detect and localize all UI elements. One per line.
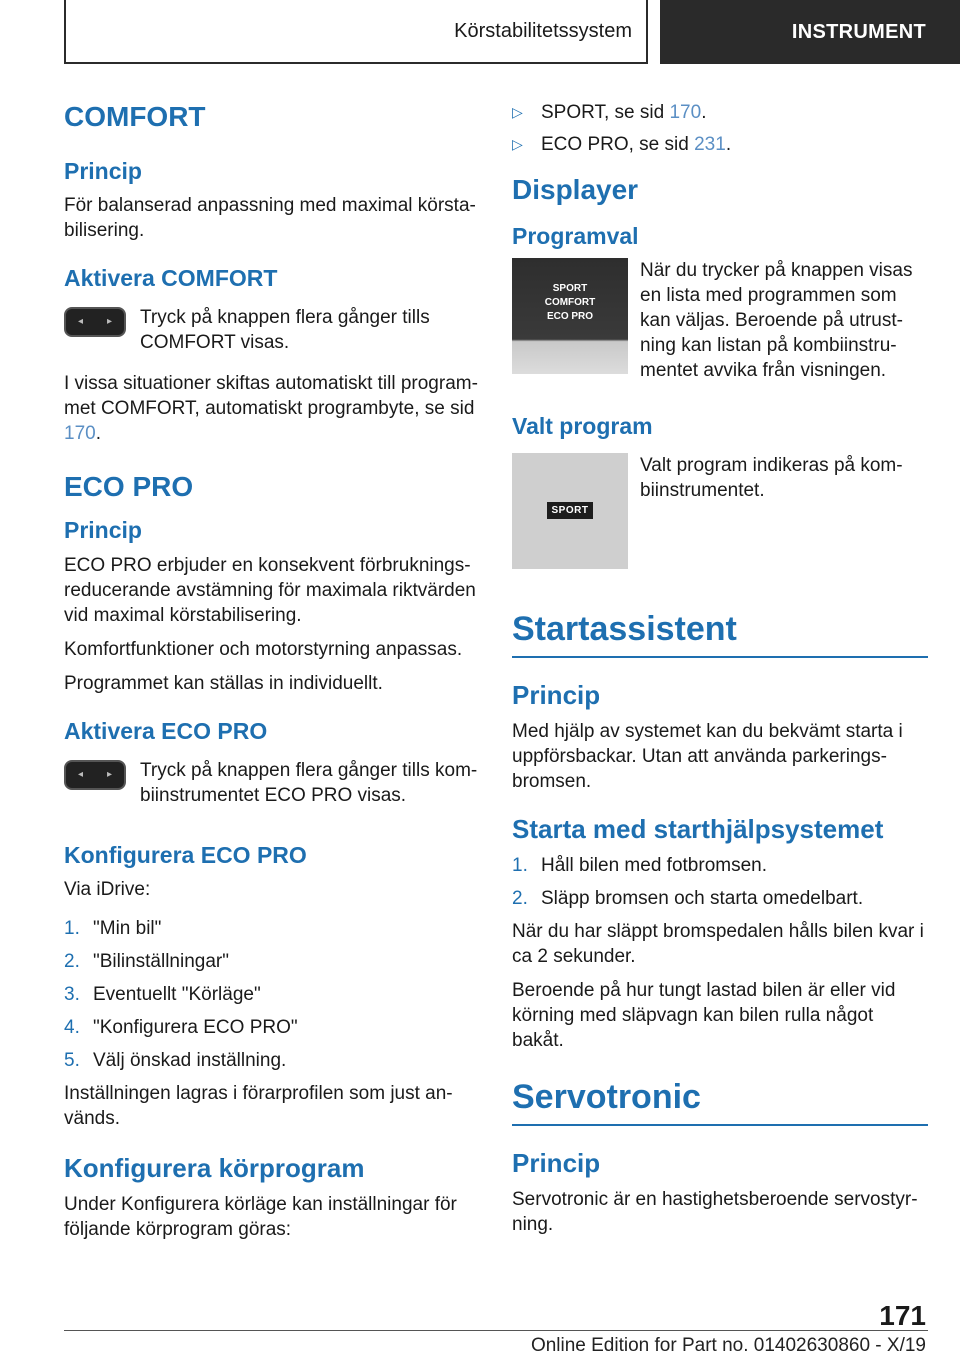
programval-text: När du trycker på knappen visas en lista med programmen som kan väljas. Beroende på utrust-ning kan listan på kombiinstru-mentet avvika från visningen. xyxy=(640,260,913,382)
chapter-title: INSTRUMENT xyxy=(791,20,926,43)
eco-individual-text: Programmet kan ställas in individuellt. xyxy=(64,672,383,694)
comfort-princip-text: För balanserad anpassning med maximal körsta-bilisering. xyxy=(64,195,476,242)
start-princip-text: Med hjälp av systemet kan du bekvämt starta i uppförsbackar. Utan att använda parkerings-bromsen. xyxy=(512,720,903,792)
step-text: Eventuellt "Körläge" xyxy=(93,984,261,1006)
step-number: 1. xyxy=(64,918,80,940)
program-end: . xyxy=(725,134,732,155)
comfort-heading: COMFORT xyxy=(64,101,206,132)
list-item xyxy=(64,916,478,941)
mode-switch-icon: ◂ ▸ xyxy=(64,760,126,790)
step-text: "Min bil" xyxy=(93,918,162,940)
displayer-heading: Displayer xyxy=(512,174,639,205)
screen-item: COMFORT xyxy=(544,297,596,309)
step-text: "Konfigurera ECO PRO" xyxy=(93,1017,298,1039)
triangle-bullet-icon: ▷ xyxy=(512,136,523,152)
servo-princip-heading: Princip xyxy=(512,1147,601,1178)
page-link-170[interactable]: 170 xyxy=(64,422,96,444)
page-number: 171 xyxy=(879,1300,926,1331)
eco-princip-text: ECO PRO erbjuder en konsekvent förbruknings-reducerande avstämning för maximala riktvärden vid maximal körstabilisering. xyxy=(64,554,476,626)
comfort-activate-heading: Aktivera COMFORT xyxy=(64,265,278,292)
valt-program-text: Valt program indikeras på kom-biinstrumentet. xyxy=(640,454,903,501)
step-number: 2. xyxy=(64,951,80,973)
drive-config-heading: Konfigurera körprogram xyxy=(64,1153,365,1184)
list-item xyxy=(512,886,928,911)
triangle-bullet-icon: ▷ xyxy=(512,104,523,120)
step-number: 1. xyxy=(512,854,528,876)
eco-activate-row xyxy=(64,758,478,808)
sport-badge: SPORT xyxy=(547,502,594,519)
step-number: 3. xyxy=(64,984,80,1006)
screen-item: ECO PRO xyxy=(546,311,594,323)
list-item xyxy=(64,982,478,1007)
eco-activate-heading: Aktivera ECO PRO xyxy=(64,717,268,744)
page-link-170[interactable]: 170 xyxy=(669,102,702,123)
step-text: Släpp bromsen och starta omedelbart. xyxy=(541,887,864,909)
start-after-text: När du har släppt bromspedalen hålls bilen kvar i ca 2 sekunder. xyxy=(512,920,924,967)
step-number: 5. xyxy=(64,1050,80,1072)
valt-program-heading: Valt program xyxy=(512,413,653,440)
programval-row xyxy=(512,258,928,383)
eco-config-steps xyxy=(64,916,478,1073)
step-text: Välj önskad inställning. xyxy=(93,1050,287,1072)
step-text: "Bilinställningar" xyxy=(93,951,229,973)
servotronic-heading: Servotronic xyxy=(512,1077,928,1126)
eco-config-saved: Inställningen lagras i förarprofilen som just an-vänds. xyxy=(64,1083,453,1130)
eco-princip-heading: Princip xyxy=(64,517,142,544)
edition-footer: Online Edition for Part no. 01402630860 - X/19 xyxy=(530,1335,926,1356)
valt-program-row xyxy=(512,453,928,569)
comfort-activate-row xyxy=(64,305,478,355)
page-link-231[interactable]: 231 xyxy=(694,134,726,155)
list-item xyxy=(64,1015,478,1040)
screen-item: SPORT xyxy=(552,283,588,295)
start-heading: Starta med starthjälpsystemet xyxy=(512,813,884,844)
programval-heading: Programval xyxy=(512,222,639,249)
comfort-situation-body: I vissa situationer skiftas automatiskt till program-met COMFORT, automatiskt programbyte, se sid xyxy=(64,372,478,419)
list-item xyxy=(64,1048,478,1073)
comfort-princip-heading: Princip xyxy=(64,157,142,184)
start-load-text: Beroende på hur tungt lastad bilen är eller vid körning med släpvagn kan bilen rulla något bakåt. xyxy=(512,979,896,1051)
section-title: Körstabilitetssystem xyxy=(454,19,632,42)
program-end: . xyxy=(701,102,707,123)
section-header xyxy=(64,0,648,64)
list-item xyxy=(512,853,928,878)
eco-pro-heading: ECO PRO xyxy=(64,470,194,502)
selected-program-display-image xyxy=(512,453,628,569)
eco-config-via: Via iDrive: xyxy=(64,879,151,901)
list-item xyxy=(512,100,928,125)
mode-switch-icon: ◂ ▸ xyxy=(64,307,126,337)
eco-activate-text: Tryck på knappen flera gånger tills kom-biinstrumentet ECO PRO visas. xyxy=(140,759,478,806)
comfort-situation-text xyxy=(64,371,478,446)
step-number: 4. xyxy=(64,1017,80,1039)
eco-config-heading: Konfigurera ECO PRO xyxy=(64,841,307,868)
eco-comfort-text: Komfortfunktioner och motorstyrning anpassas. xyxy=(64,638,463,660)
drive-config-text: Under Konfigurera körläge kan inställningar för följande körprogram göras: xyxy=(64,1194,457,1241)
left-column xyxy=(64,100,478,1251)
step-text: Håll bilen med fotbromsen. xyxy=(541,854,767,876)
program-list-display-image xyxy=(512,258,628,374)
start-princip-heading: Princip xyxy=(512,679,601,710)
step-number: 2. xyxy=(512,887,528,909)
program-text: SPORT, se sid xyxy=(541,102,665,123)
comfort-activate-text: Tryck på knappen flera gånger tills COMFORT visas. xyxy=(140,306,430,353)
list-item xyxy=(64,949,478,974)
start-steps xyxy=(512,853,928,911)
list-item xyxy=(512,132,928,157)
comfort-situation-end: . xyxy=(95,422,101,444)
right-column xyxy=(512,100,928,1246)
footer-divider xyxy=(64,1330,928,1331)
program-text: ECO PRO, se sid xyxy=(541,134,689,155)
program-list xyxy=(512,100,928,157)
servo-text: Servotronic är en hastighetsberoende servostyr-ning. xyxy=(512,1188,918,1235)
chapter-tab xyxy=(660,0,960,64)
startassistent-heading: Startassistent xyxy=(512,609,928,658)
